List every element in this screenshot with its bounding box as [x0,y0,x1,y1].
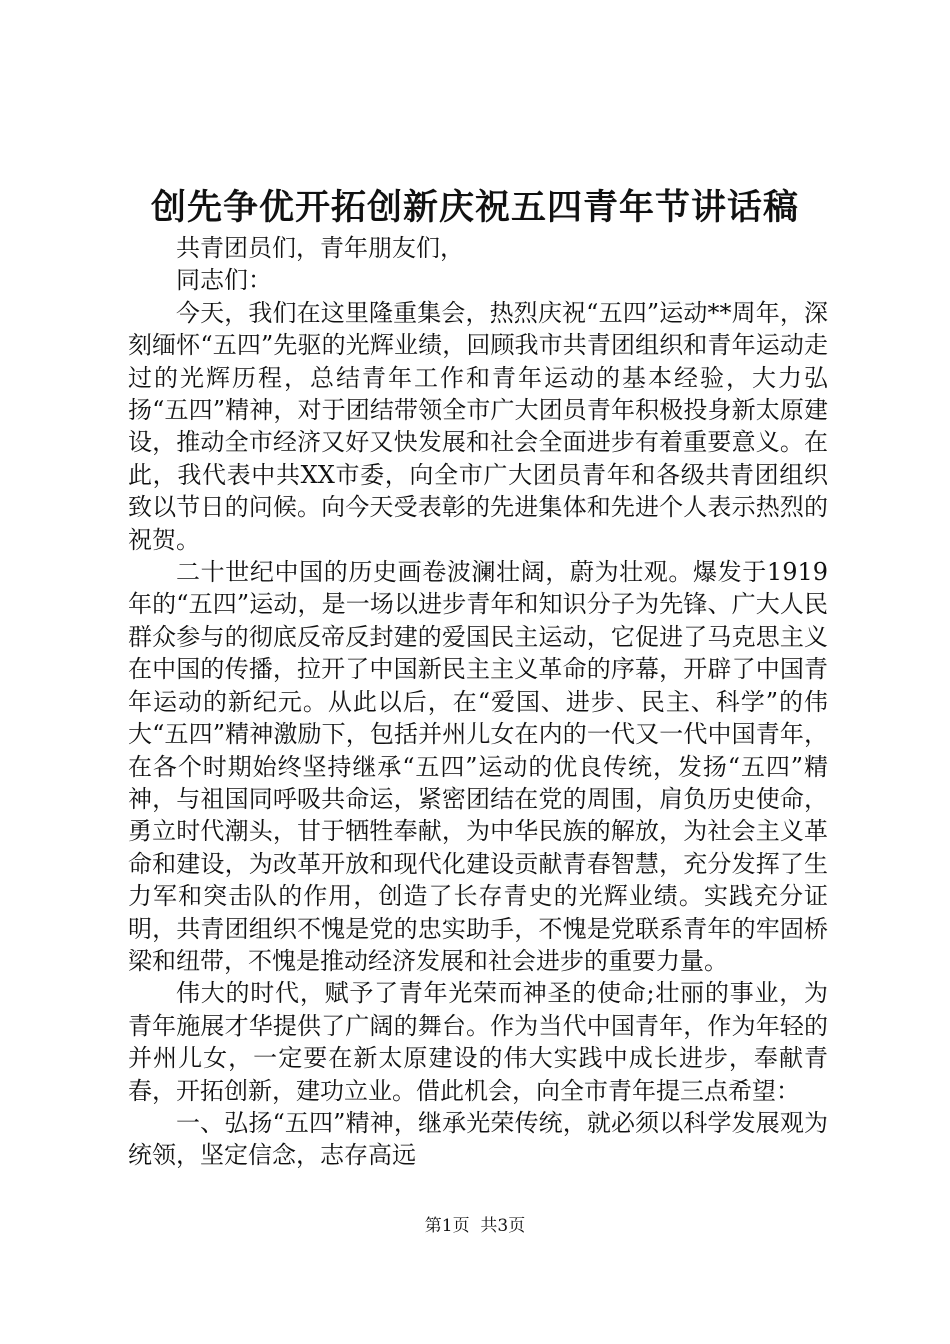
paragraph-salutation-2: 同志们： [176,266,272,295]
page-total: 共3页 [480,1216,526,1236]
paragraph-mission: 伟大的时代，赋予了青年光荣而神圣的使命;壮丽的事业，为青年施展才华提供了广阔的舞台。作为当代中国青年，作为年轻的并州儿女，一定要在新太原建设的伟大实践中成长进步，奉献青春，开拓创新，建功立业。借此机会，向全市青年提三点希望： [128,979,828,1105]
document-body [128,232,828,1172]
document-title: 创先争优开拓创新庆祝五四青年节讲话稿 [150,187,799,228]
paragraph-history: 二十世纪中国的历史画卷波澜壮阔，蔚为壮观。爆发于1919年的“五四”运动，是一场以进步青年和知识分子为先锋、广大人民群众参与的彻底反帝反封建的爱国民主运动，它促进了马克思主义在中国的传播，拉开了中国新民主主义革命的序幕，开辟了中国青年运动的新纪元。从此以后，在“爱国、进步、民主、科学”的伟大“五四”精神激励下，包括并州儿女在内的一代又一代中国青年，在各个时期始终坚持继承“五四”运动的优良传统，发扬“五四”精神，与祖国同呼吸共命运，紧密团结在党的周围，肩负历史使命，勇立时代潮头，甘于牺牲奉献，为中华民族的解放，为社会主义革命和建设，为改革开放和现代化建设贡献青春智慧，充分发挥了生力军和突击队的作用，创造了长存青史的光辉业绩。实践充分证明，共青团组织不愧是党的忠实助手，不愧是党联系青年的牢固桥梁和纽带，不愧是推动经济发展和社会进步的重要力量。 [128,558,828,975]
paragraph-salutation-1: 共青团员们，青年朋友们， [176,234,464,262]
page-number: 第1页 [424,1216,470,1236]
page-footer [0,1214,950,1238]
paragraph-opening: 今天，我们在这里隆重集会，热烈庆祝“五四”运动**周年，深刻缅怀“五四”先驱的光辉业绩，回顾我市共青团组织和青年运动走过的光辉历程，总结青年工作和青年运动的基本经验，大力弘扬“五四”精神，对于团结带领全市广大团员青年积极投身新太原建设，推动全市经济又好又快发展和社会全面进步有着重要意义。在此，我代表中共XX市委，向全市广大团员青年和各级共青团组织致以节日的问候。向今天受表彰的先进集体和先进个人表示热烈的祝贺。 [128,298,828,554]
paragraph-point-one: 一、弘扬“五四”精神，继承光荣传统，就必须以科学发展观为统领，坚定信念，志存高远 [128,1108,828,1170]
